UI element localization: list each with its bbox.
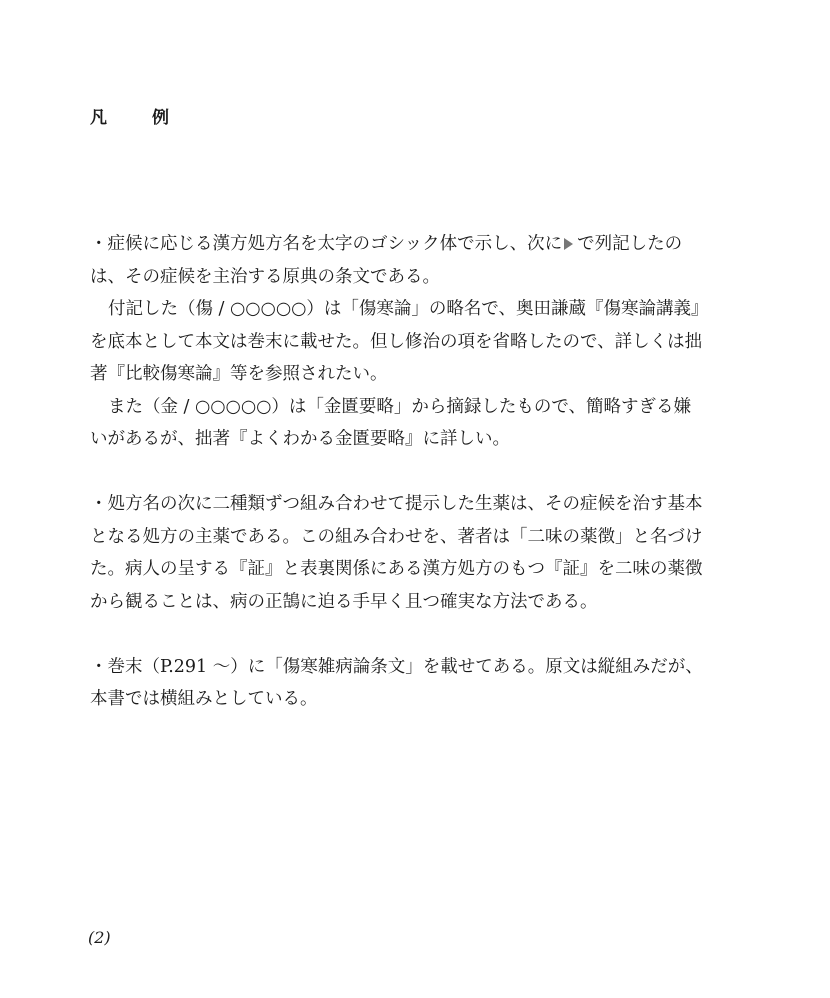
line-text: で列記したの <box>577 234 683 254</box>
paragraph-line: から観ることは、病の正鵠に迫る手早く且つ確実な方法である。 <box>90 591 598 612</box>
body-text <box>90 228 750 716</box>
paragraph-line: また（金 / ○○○○○）は「金匱要略」から摘録したもので、簡略すぎる嫌 <box>108 396 692 417</box>
line-text: ・症候に応じる漢方処方名を太字のゴシック体で示し、次に <box>90 234 563 254</box>
paragraph-line: 本書では横組みとしている。 <box>90 689 318 709</box>
page-title: 凡 例 <box>90 108 183 128</box>
paragraph-line: いがあるが、拙著『よくわかる金匱要略』に詳しい。 <box>90 429 510 449</box>
paragraph-line: 付記した（傷 / ○○○○○）は「傷寒論」の略名で、奥田謙蔵『傷寒論講義』 <box>108 299 709 319</box>
paragraph-line: ・処方名の次に二種類ずつ組み合わせて提示した生薬は、その症候を治す基本 <box>90 494 703 514</box>
page-number: (2) <box>88 928 111 947</box>
paragraph-line: を底本として本文は巻末に載せた。但し修治の項を省略したので、詳しくは拙 <box>90 331 703 352</box>
paragraph-line: 著『比較傷寒論』等を参照されたい。 <box>90 364 388 384</box>
section-spacer <box>90 456 750 489</box>
paragraph-line: は、その症候を主治する原典の条文である。 <box>90 266 440 287</box>
paragraph-line <box>90 228 750 261</box>
paragraph-line: ・巻末（P.291 ～）に「傷寒雑病論条文」を載せてある。原文は縦組みだが、 <box>90 656 703 677</box>
paragraph-line: た。病人の呈する『証』と表裏関係にある漢方処方のもつ『証』を二味の薬徴 <box>90 559 703 579</box>
triangle-right-icon <box>564 238 573 250</box>
paragraph-line: となる処方の主薬である。この組み合わせを、著者は「二味の薬徴」と名づけ <box>90 526 703 547</box>
section-spacer <box>90 618 750 651</box>
